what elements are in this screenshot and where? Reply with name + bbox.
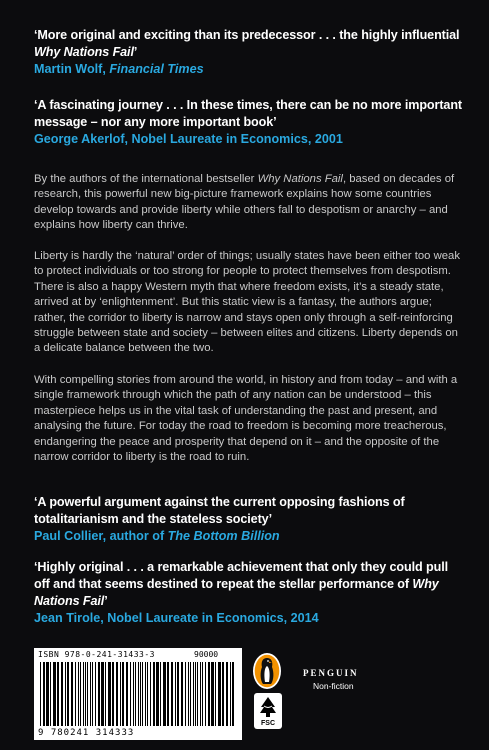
- barcode-bar: [150, 662, 151, 726]
- barcode-bar: [181, 662, 183, 726]
- quote-1-attribution: Martin Wolf, Financial Times: [34, 62, 204, 76]
- barcode-bar: [112, 662, 114, 726]
- barcode-bar: [61, 662, 63, 726]
- barcode-bar: [65, 662, 66, 726]
- barcode-bar: [195, 662, 196, 726]
- barcode-bar: [116, 662, 118, 726]
- barcode-bar: [185, 662, 186, 726]
- barcode-number: 9 780241 314333: [38, 728, 135, 738]
- barcode-bar: [188, 662, 189, 726]
- price-code: 90000: [194, 650, 219, 659]
- barcode-bar: [71, 662, 73, 726]
- barcode-bar: [197, 662, 198, 726]
- penguin-logo-icon: [252, 652, 282, 690]
- barcode-bar: [120, 662, 121, 726]
- barcode-bar: [53, 662, 56, 726]
- quote-4-text: ‘Highly original . . . a remarkable achievement that only they could pull off and that seems destined to repeat the stellar performance of Why Nations Fail’: [34, 560, 448, 608]
- barcode-bar: [205, 662, 206, 726]
- barcode-bar: [135, 662, 136, 726]
- barcode-bar: [133, 662, 134, 726]
- quote-4-attribution: Jean Tirole, Nobel Laureate in Economics, 2014: [34, 611, 319, 625]
- barcode-bar: [175, 662, 176, 726]
- barcode-bar: [95, 662, 96, 726]
- publisher-name: PENGUIN: [303, 668, 359, 678]
- barcode-bar: [87, 662, 88, 726]
- barcode-bar: [105, 662, 106, 726]
- barcode-bar: [46, 662, 49, 726]
- barcode-bar: [90, 662, 91, 726]
- barcode-bar: [208, 662, 210, 726]
- barcode-bar: [147, 662, 148, 726]
- barcode-bar: [108, 662, 111, 726]
- barcode-bar: [140, 662, 141, 726]
- barcode-bar: [80, 662, 81, 726]
- barcode-bar: [190, 662, 191, 726]
- barcode-bar: [153, 662, 155, 726]
- barcode-bar: [145, 662, 146, 726]
- barcode-bars: [38, 662, 238, 728]
- barcode-bar: [171, 662, 173, 726]
- quote-2-attribution: George Akerlof, Nobel Laureate in Economics, 2001: [34, 132, 343, 146]
- quote-2: [34, 97, 464, 148]
- barcode-bar: [163, 662, 166, 726]
- barcode-bar: [177, 662, 179, 726]
- barcode-bar: [218, 662, 221, 726]
- barcode-bar: [40, 662, 41, 726]
- barcode-bar: [98, 662, 100, 726]
- barcode-bar: [50, 662, 51, 726]
- barcode-bar: [101, 662, 104, 726]
- barcode-bar: [75, 662, 76, 726]
- svg-text:FSC: FSC: [261, 720, 275, 727]
- quote-3-text: ‘A powerful argument against the current opposing fashions of totalitarianism and the stateless society’: [34, 495, 405, 526]
- barcode-bar: [85, 662, 86, 726]
- fsc-logo-icon: [254, 693, 282, 729]
- quote-3: [34, 494, 464, 545]
- barcode-bar: [222, 662, 224, 726]
- barcode-bar: [92, 662, 93, 726]
- barcode-bar: [211, 662, 214, 726]
- barcode-bar: [232, 662, 234, 726]
- barcode-bar: [226, 662, 228, 726]
- blurb-paragraph-1: By the authors of the international bestseller Why Nations Fail, based on decades of research, this powerful new big-picture framework explains how some countries develop towards and provide liberty while others fall to despotism or anarchy – and explains how liberty can thrive.: [34, 173, 455, 232]
- barcode-bar: [215, 662, 216, 726]
- barcode-bar: [193, 662, 194, 726]
- barcode-bar: [126, 662, 128, 726]
- barcode-bar: [142, 662, 143, 726]
- barcode-bar: [130, 662, 131, 726]
- barcode-bar: [78, 662, 79, 726]
- barcode-bar: [83, 662, 84, 726]
- barcode-bar: [167, 662, 169, 726]
- barcode-bar: [57, 662, 59, 726]
- barcode-bar: [43, 662, 45, 726]
- barcode-bar: [67, 662, 69, 726]
- blurb-paragraph-2: Liberty is hardly the ‘natural’ order of things; usually states have been either too weak to protect individuals or too strong for people to protect themselves from despotism. There is also a happy Western myth that where freedom exists, it’s a steady state, arrived at by ‘enlightenment’. But this static view is a fantasy, the authors argue; rather, the corridor to liberty is narrow and stays open only through a self-reinforcing struggle between state and society – between elites and citizens. Liberty depends on a delicate balance between the two.: [34, 250, 460, 355]
- quote-1-text: ‘More original and exciting than its predecessor . . . the highly influential Why Nations Fail’: [34, 28, 460, 59]
- blurb-paragraph-3: With compelling stories from around the world, in history and from today – and with a single framework through which the path of any nation can be understood – this masterpiece helps us in the vital task of understanding the past and present, and analysing the future. For today the road to freedom is becoming more treacherous, endangering the peace and prosperity that depend on it – and the opposite of the narrow corridor to liberty is the road to ruin.: [34, 374, 458, 464]
- book-category: Non-fiction: [313, 681, 354, 691]
- barcode-bar: [200, 662, 201, 726]
- quote-1: [34, 27, 464, 78]
- quote-2-text: ‘A fascinating journey . . . In these times, there can be no more important message – nor any more important book’: [34, 98, 463, 129]
- barcode-panel: [34, 648, 242, 740]
- barcode-bar: [122, 662, 124, 726]
- barcode-bar: [138, 662, 139, 726]
- quote-3-attribution: Paul Collier, author of The Bottom Billion: [34, 529, 280, 543]
- barcode-bar: [202, 662, 203, 726]
- quote-4: [34, 559, 464, 627]
- isbn-label: ISBN 978-0-241-31433-3: [38, 650, 155, 659]
- barcode-bar: [156, 662, 159, 726]
- barcode-bar: [160, 662, 161, 726]
- barcode-bar: [230, 662, 231, 726]
